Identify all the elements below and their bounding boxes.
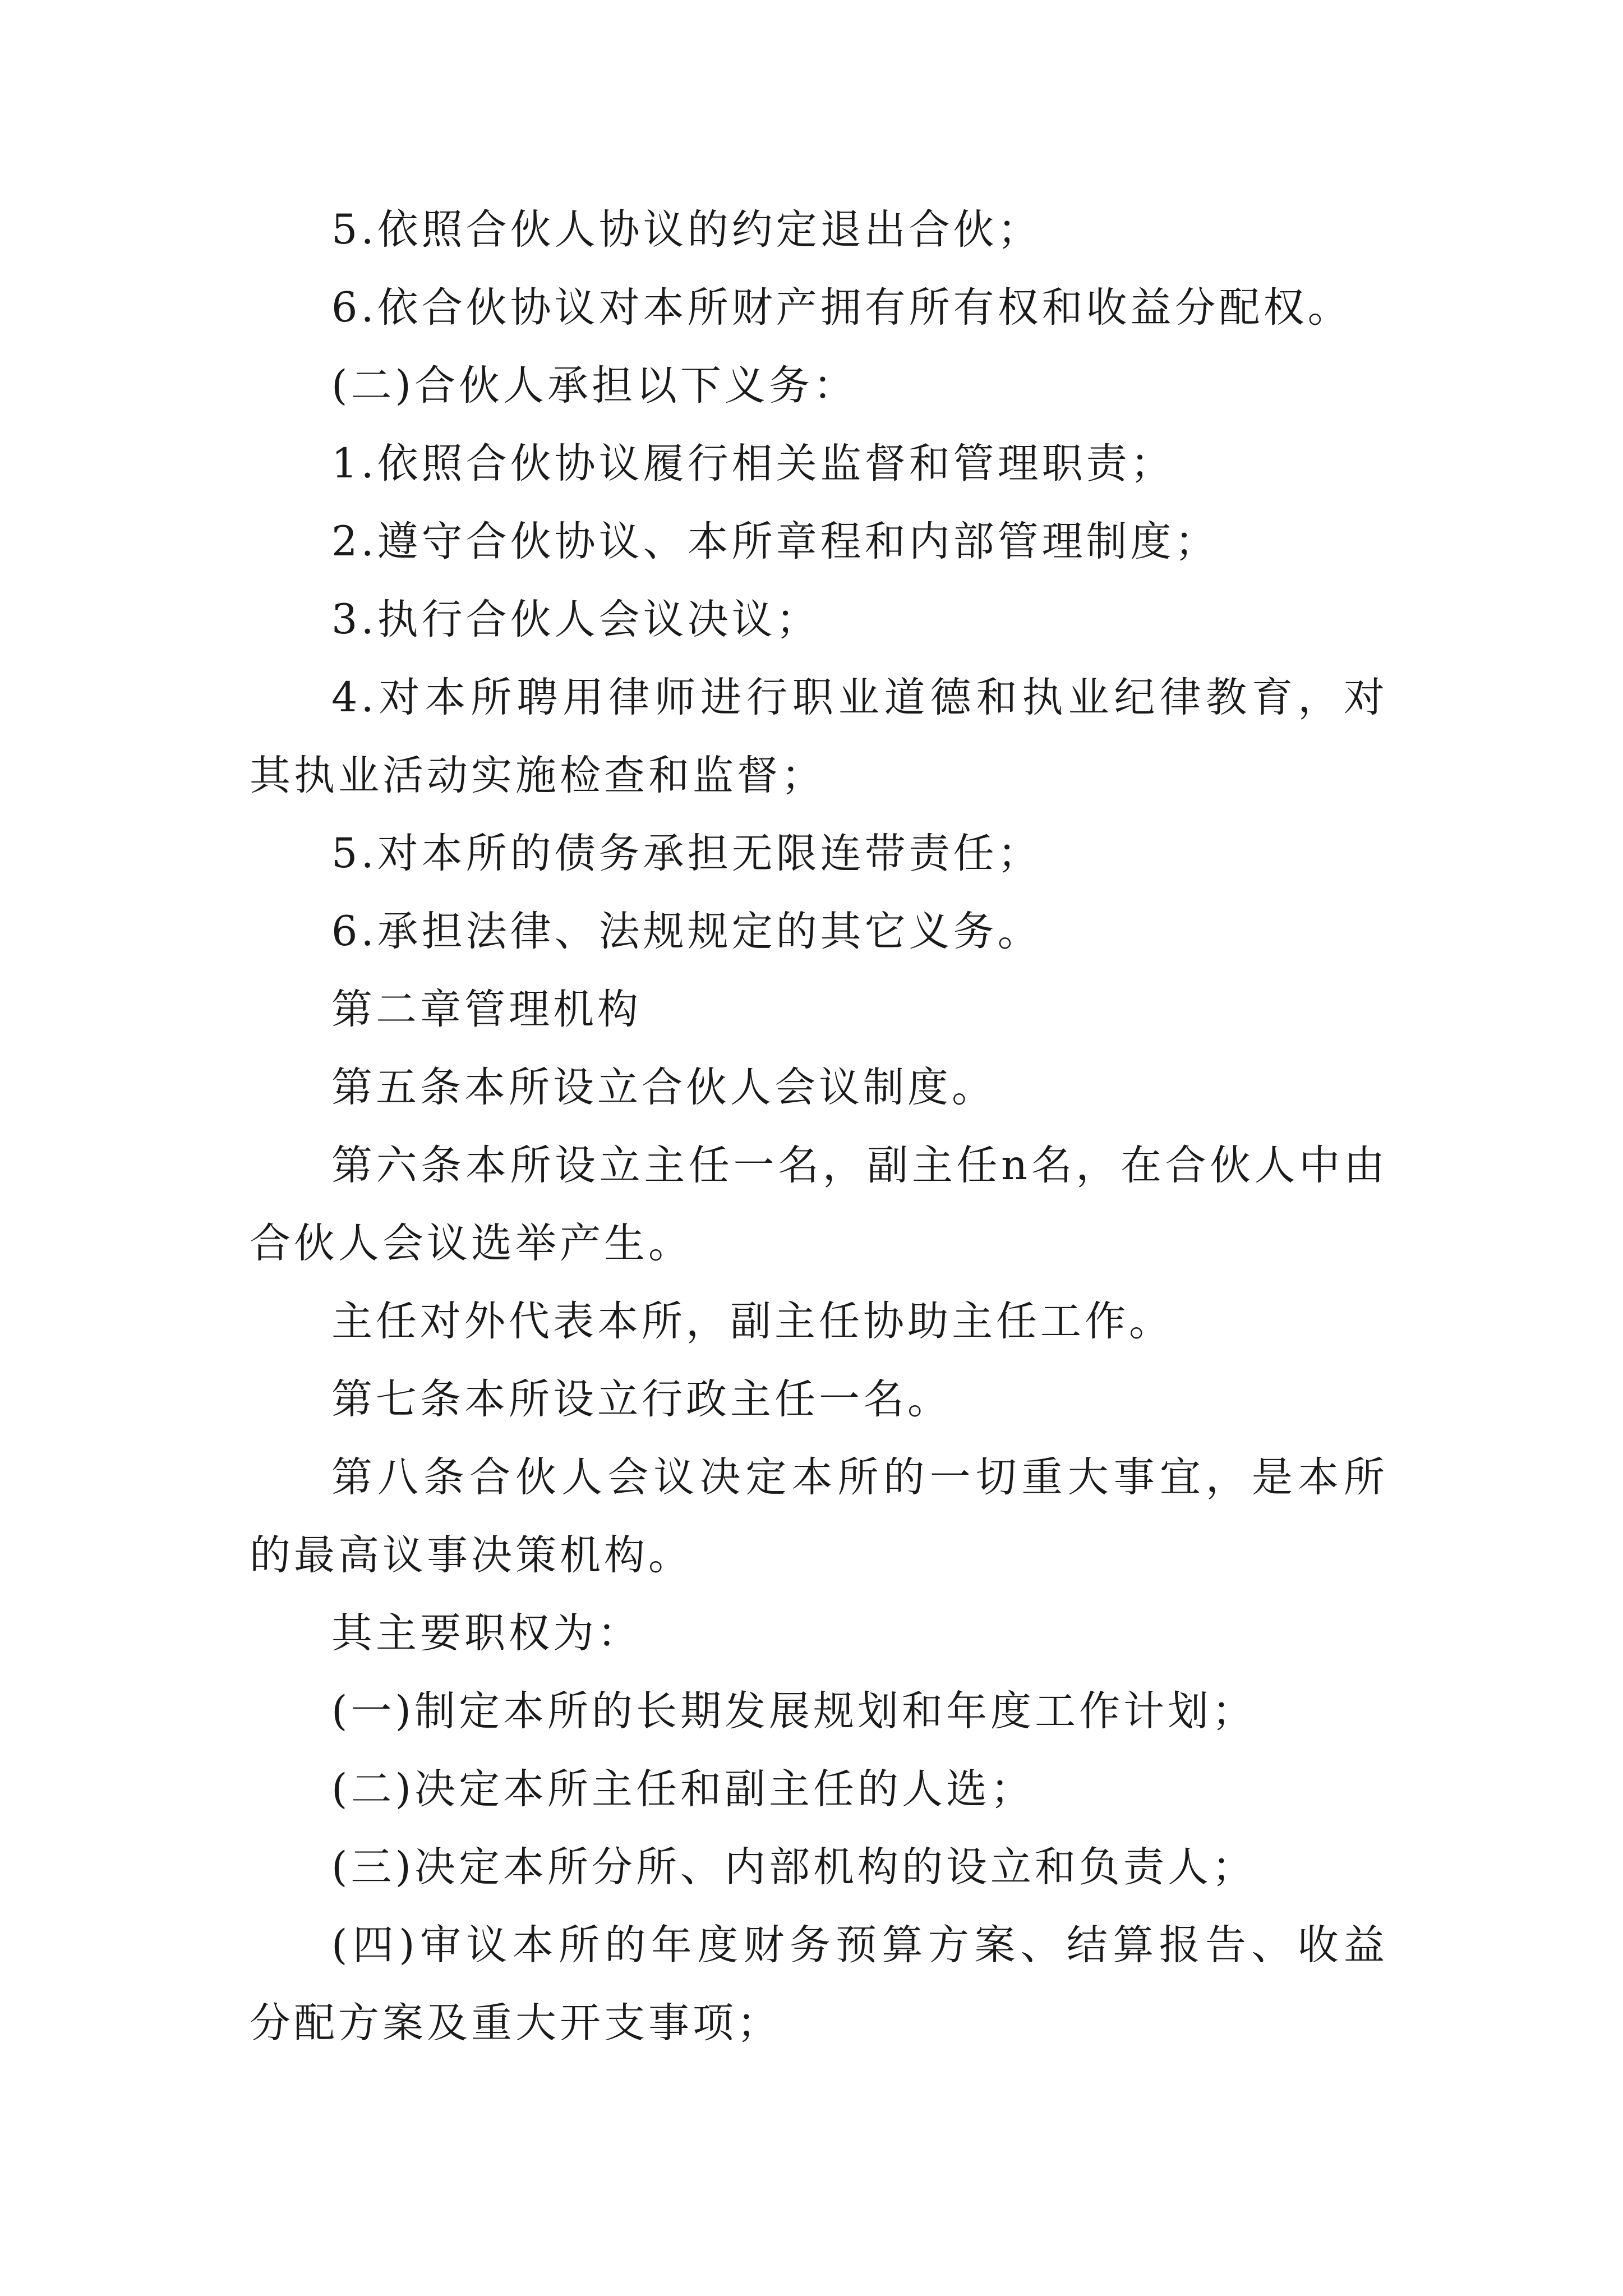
paragraph-power-3: (三)决定本所分所、内部机构的设立和负责人；: [331, 1843, 1256, 1891]
article-5: 第五条本所设立合伙人会议制度。: [331, 1064, 996, 1111]
paragraph-obligation-5: 5.对本所的债务承担无限连带责任；: [331, 830, 1042, 877]
paragraph-obligation-6: 6.承担法律、法规规定的其它义务。: [331, 908, 1042, 955]
paragraph-obligation-4: 4.对本所聘用律师进行职业道德和执业纪律教育，对其执业活动实施检查和监督；: [250, 674, 1388, 799]
paragraph-obligation-1: 1.依照合伙协议履行相关监督和管理职责；: [331, 440, 1175, 487]
paragraph-obligations-heading: (二)合伙人承担以下义务：: [331, 362, 857, 409]
paragraph-obligation-3: 3.执行合伙人会议决议；: [331, 596, 820, 643]
chapter-heading: 第二章管理机构: [331, 986, 642, 1033]
document-body: [250, 191, 1388, 2062]
paragraph-director-role: 主任对外代表本所，副主任协助主任工作。: [331, 1297, 1173, 1345]
article-6: 第六条本所设立主任一名，副主任n名，在合伙人中由合伙人会议选举产生。: [250, 1142, 1388, 1267]
paragraph-partner-right-6: 6.依合伙协议对本所财产拥有所有权和收益分配权。: [331, 284, 1352, 332]
article-8: 第八条合伙人会议决定本所的一切重大事宜，是本所的最高议事决策机构。: [250, 1453, 1388, 1579]
article-7: 第七条本所设立行政主任一名。: [331, 1375, 952, 1423]
paragraph-powers-intro: 其主要职权为：: [331, 1609, 642, 1657]
paragraph-power-2: (二)决定本所主任和副主任的人选；: [331, 1765, 1035, 1813]
paragraph-power-4: (四)审议本所的年度财务预算方案、结算报告、收益分配方案及重大开支事项；: [250, 1921, 1388, 2047]
paragraph-partner-right-5: 5.依照合伙人协议的约定退出合伙；: [331, 206, 1042, 254]
paragraph-obligation-2: 2.遵守合伙协议、本所章程和内部管理制度；: [331, 518, 1219, 565]
paragraph-power-1: (一)制定本所的长期发展规划和年度工作计划；: [331, 1687, 1256, 1735]
